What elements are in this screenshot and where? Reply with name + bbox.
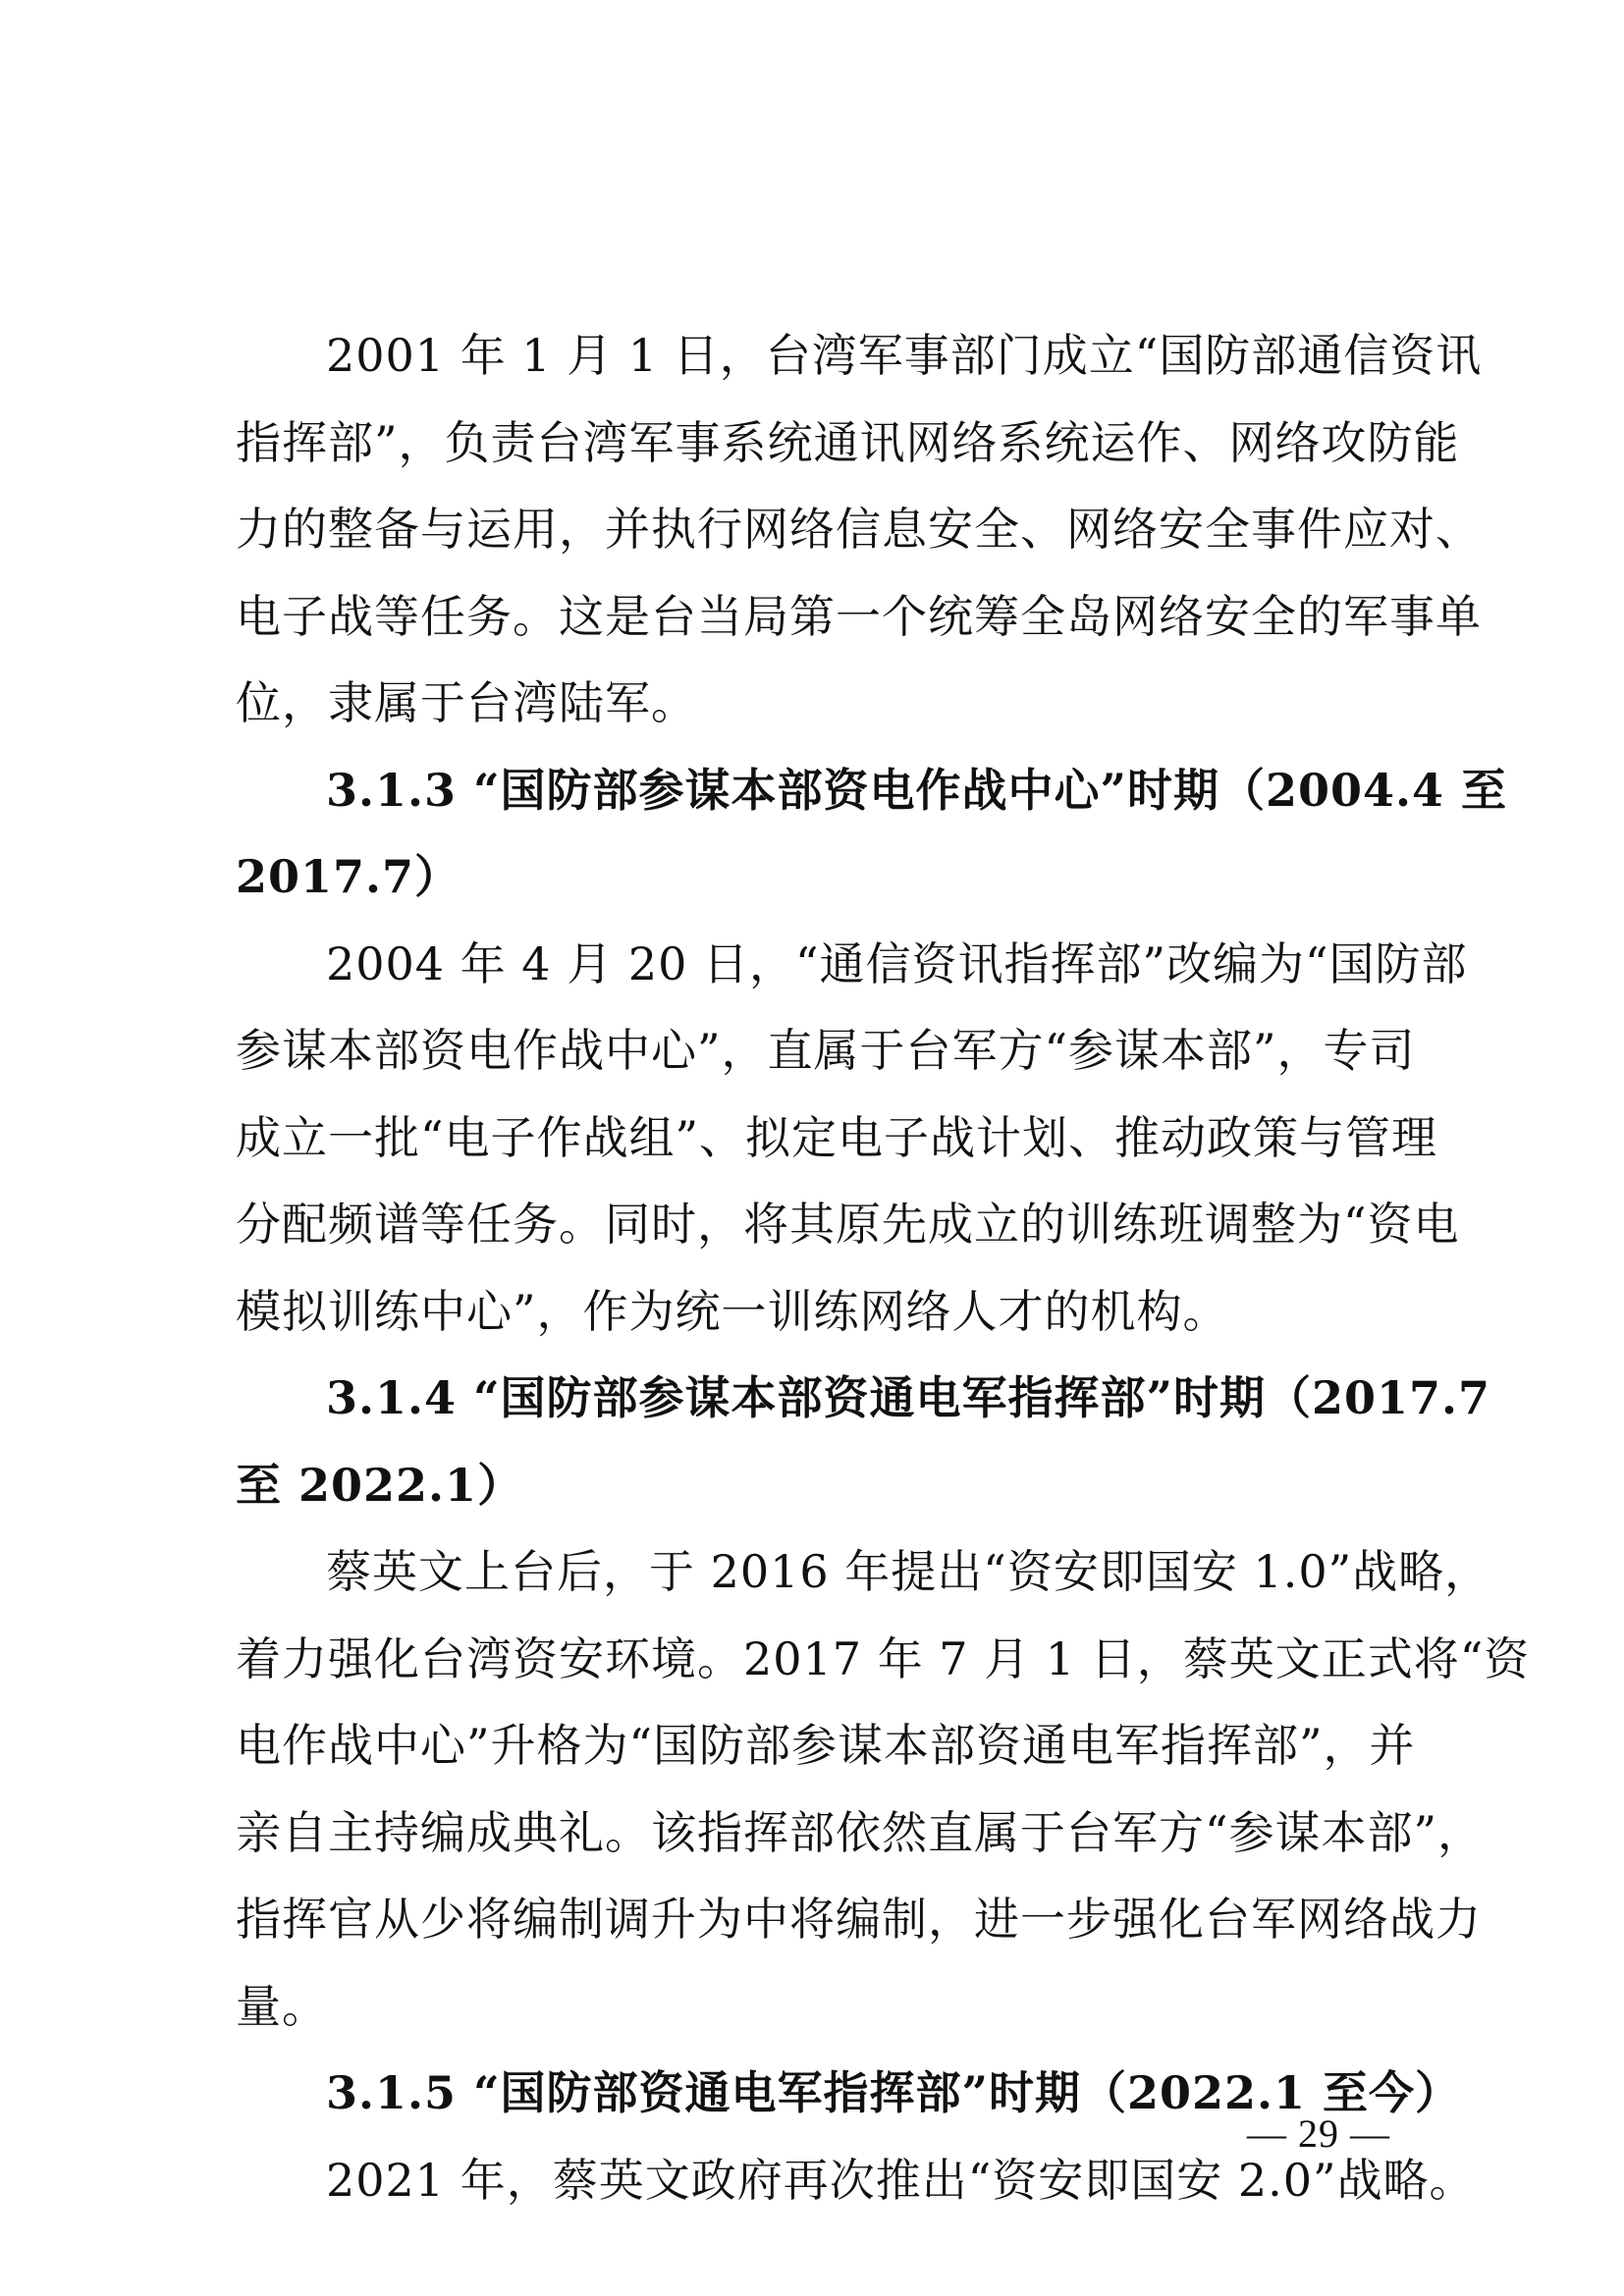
heading-line: 2017.7） (236, 850, 461, 903)
text-line: 电作战中心”升格为“国防部参谋本部资通电军指挥部”，并 (236, 1719, 1416, 1772)
section-heading-3-1-4 (236, 1355, 1491, 1528)
text-line: 参谋本部资电作战中心”，直属于台军方“参谋本部”，专司 (236, 1024, 1416, 1077)
text-line: 蔡英文上台后，于 2016 年提出“资安即国安 1.0”战略， (326, 1545, 1491, 1598)
text-line: 电子战等任务。这是台当局第一个统筹全岛网络安全的军事单 (236, 589, 1482, 643)
text-line: 2021 年，蔡英文政府再次推出“资安即国安 2.0”战略。 (326, 2153, 1476, 2207)
paragraph-3 (236, 1528, 1531, 2050)
heading-line: 3.1.5 “国防部资通电军指挥部”时期（2022.1 至今） (326, 2066, 1462, 2119)
text-line: 量。 (236, 1979, 328, 2033)
text-line: 2001 年 1 月 1 日，台湾军事部门成立“国防部通信资讯 (326, 329, 1483, 382)
text-line: 指挥部”，负责台湾军事系统通讯网络系统运作、网络攻防能 (236, 415, 1460, 469)
text-line: 分配频谱等任务。同时，将其原先成立的训练班调整为“资电 (236, 1198, 1460, 1251)
text-line: 2004 年 4 月 20 日，“通信资讯指挥部”改编为“国防部 (326, 936, 1468, 990)
section-heading-3-1-3 (236, 747, 1508, 921)
document-body (236, 312, 1531, 2223)
paragraph-1 (236, 312, 1483, 747)
page-number: — 29 — (1247, 2111, 1390, 2156)
text-line: 指挥官从少将编制调升为中将编制，进一步强化台军网络战力 (236, 1893, 1482, 1946)
heading-line: 3.1.4 “国防部参谋本部资通电军指挥部”时期（2017.7 (326, 1371, 1491, 1424)
text-line: 力的整备与运用，并执行网络信息安全、网络安全事件应对、 (236, 503, 1482, 556)
paragraph-4 (236, 2137, 1476, 2224)
text-line: 着力强化台湾资安环境。2017 年 7 月 1 日，蔡英文正式将“资 (236, 1631, 1531, 1685)
section-heading-3-1-5 (236, 2050, 1462, 2137)
paragraph-2 (236, 921, 1468, 1356)
text-line: 位，隶属于台湾陆军。 (236, 676, 697, 729)
text-line: 亲自主持编成典礼。该指挥部依然直属于台军方“参谋本部”， (236, 1805, 1485, 1859)
heading-line: 3.1.3 “国防部参谋本部资电作战中心”时期（2004.4 至 (326, 763, 1508, 817)
text-line: 模拟训练中心”，作为统一训练网络人才的机构。 (236, 1284, 1229, 1338)
text-line: 成立一批“电子作战组”、拟定电子战计划、推动政策与管理 (236, 1110, 1438, 1164)
heading-line: 至 2022.1） (236, 1458, 524, 1512)
